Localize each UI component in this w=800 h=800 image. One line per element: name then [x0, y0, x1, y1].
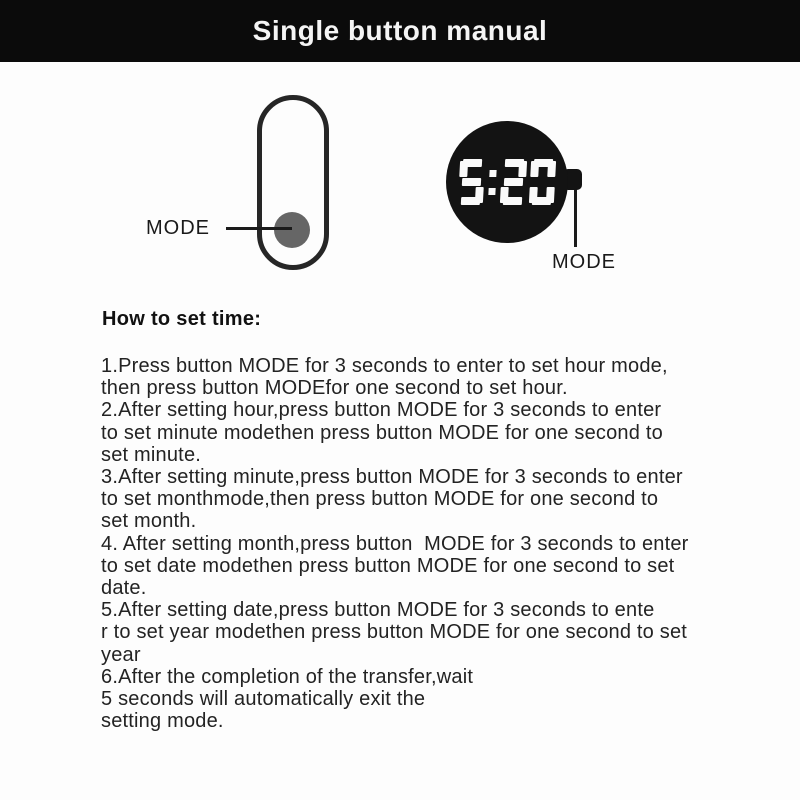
instruction-line: 3.After setting minute,press button MODE for 3 seconds to enter [101, 466, 683, 489]
seven-segment-digit [458, 159, 485, 205]
watch-label-leader-line [574, 188, 577, 247]
band-mode-label: MODE [146, 217, 210, 239]
instruction-line: 5.After setting date,press button MODE for 3 seconds to ente [101, 599, 655, 622]
seven-segment-digit [500, 159, 527, 205]
colon-separator [487, 159, 498, 205]
watch-mode-label: MODE [552, 251, 616, 273]
instruction-line: setting mode. [101, 710, 224, 733]
seven-segment-digit [529, 159, 556, 205]
instructions-heading: How to set time: [102, 308, 262, 330]
header-bar [0, 0, 800, 62]
band-mode-button-icon [274, 212, 310, 248]
instruction-line: r to set year modethen press button MODE for one second to set [101, 621, 688, 644]
instruction-line: set minute. [101, 443, 202, 466]
instruction-line: 2.After setting hour,press button MODE for 3 seconds to enter [101, 399, 662, 422]
instruction-line: 6.After the completion of the transfer,wait [101, 665, 474, 688]
instruction-line: year [101, 643, 141, 666]
page-title: Single button manual [252, 15, 548, 46]
instructions-text [101, 355, 741, 732]
instruction-line: then press button MODEfor one second to set hour. [101, 377, 568, 400]
instruction-line: 4. After setting month,press button MODE for 3 seconds to enter [101, 532, 689, 555]
instruction-line: to set date modethen press button MODE for one second to set [101, 554, 675, 577]
instruction-line: 5 seconds will automatically exit the [101, 688, 426, 711]
time-display [458, 159, 556, 205]
instruction-line: 1.Press button MODE for 3 seconds to enter to set hour mode, [101, 355, 668, 377]
instruction-line: set month. [101, 510, 197, 533]
band-label-leader-line [226, 227, 292, 230]
instruction-line: to set monthmode,then press button MODE for one second to [101, 488, 659, 511]
instruction-line: date. [101, 577, 147, 600]
watch-face-figure [446, 121, 568, 243]
instruction-line: to set minute modethen press button MODE for one second to [101, 421, 663, 444]
